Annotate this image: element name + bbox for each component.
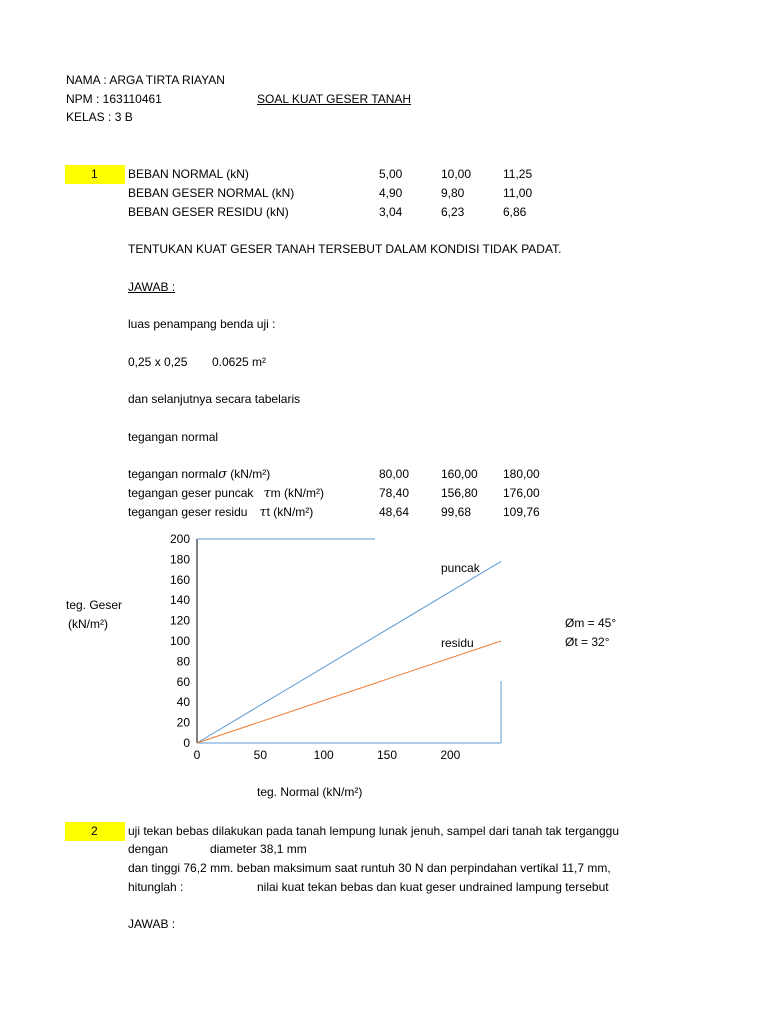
y-tick-label: 60 [176,674,190,689]
normal-stress-heading: tegangan normal [128,430,219,444]
load-row-label: BEBAN NORMAL (kN) [128,167,249,181]
load-value: 11,00 [503,186,533,200]
answer-heading: JAWAB : [128,917,176,931]
x-axis-label: teg. Normal (kN/m²) [257,785,363,799]
question-text: TENTUKAN KUAT GESER TANAH TERSEBUT DALAM KONDISI TIDAK PADAT. [128,242,562,256]
stress-row-label: tegangan geser puncak τm (kN/m²) [128,486,324,501]
question-text: diameter 38,1 mm [210,842,307,856]
x-tick-label: 50 [253,748,268,762]
answer-heading: JAWAB : [128,280,176,294]
load-value: 3,04 [379,205,403,219]
y-tick-label: 0 [183,736,190,750]
load-row-label: BEBAN GESER NORMAL (kN) [128,186,295,200]
x-tick-label: 200 [440,748,461,762]
area-value: 0.0625 m² [212,355,267,369]
y-tick-label: 20 [176,715,190,730]
document-title: SOAL KUAT GESER TANAH [257,92,412,106]
series-line-residu [197,641,501,743]
y-tick-label: 120 [169,613,190,628]
load-value: 6,86 [503,205,527,219]
stress-value: 109,76 [503,505,540,519]
load-value: 5,00 [379,167,403,181]
y-axis-label: teg. Geser [66,598,123,612]
y-tick-label: 80 [176,654,190,669]
y-tick-label: 200 [169,532,190,546]
load-value: 4,90 [379,186,403,200]
load-value: 10,00 [441,167,472,181]
stress-value: 156,80 [441,486,478,500]
question-number: 2 [91,824,98,838]
npm-line: NPM : 163110461 [66,92,162,106]
series-line-puncak [197,561,501,743]
class-line: KELAS : 3 B [66,110,133,124]
stress-value: 99,68 [441,505,472,519]
y-tick-label: 180 [169,552,190,567]
x-tick-label: 100 [313,748,334,762]
stress-row-label: tegangan geser residu τt (kN/m²) [128,505,314,520]
friction-angle-peak: Øm = 45° [565,616,617,630]
load-value: 9,80 [441,186,465,200]
y-tick-label: 100 [169,634,190,648]
stress-value: 160,00 [441,467,478,481]
series-label-puncak: puncak [441,561,480,575]
area-label: luas penampang benda uji : [128,317,276,331]
load-value: 6,23 [441,205,465,219]
question-text: dengan [128,842,169,856]
stress-value: 80,00 [379,467,410,481]
y-tick-label: 160 [169,572,190,587]
y-tick-label: 40 [176,695,190,710]
series-label-residu: residu [441,636,474,650]
tabular-note: dan selanjutnya secara tabelaris [128,392,301,406]
load-value: 11,25 [503,167,533,181]
y-axis-unit: (kN/m²) [68,617,108,631]
question-text: hitunglah : [128,880,184,894]
x-tick-label: 0 [193,748,201,762]
stress-value: 78,40 [379,486,410,500]
question-text: nilai kuat tekan bebas dan kuat geser undrained lampung tersebut [257,880,609,894]
y-tick-label: 140 [169,593,190,608]
area-calculation: 0,25 x 0,25 [128,355,188,369]
load-row-label: BEBAN GESER RESIDU (kN) [128,205,289,219]
stress-value: 180,00 [503,467,540,481]
question-number: 1 [91,167,98,181]
stress-value: 176,00 [503,486,540,500]
question-text: dan tinggi 76,2 mm. beban maksimum saat runtuh 30 N dan perpindahan vertikal 11,7 mm, [128,861,611,875]
name-line: NAMA : ARGA TIRTA RIAYAN [66,73,225,87]
stress-value: 48,64 [379,505,410,519]
friction-angle-residual: Øt = 32° [565,635,610,649]
x-tick-label: 150 [376,748,398,762]
stress-row-label: tegangan normalσ (kN/m²) [128,467,271,482]
question-text: uji tekan bebas dilakukan pada tanah lempung lunak jenuh, sampel dari tanah tak terganggu [128,824,620,838]
